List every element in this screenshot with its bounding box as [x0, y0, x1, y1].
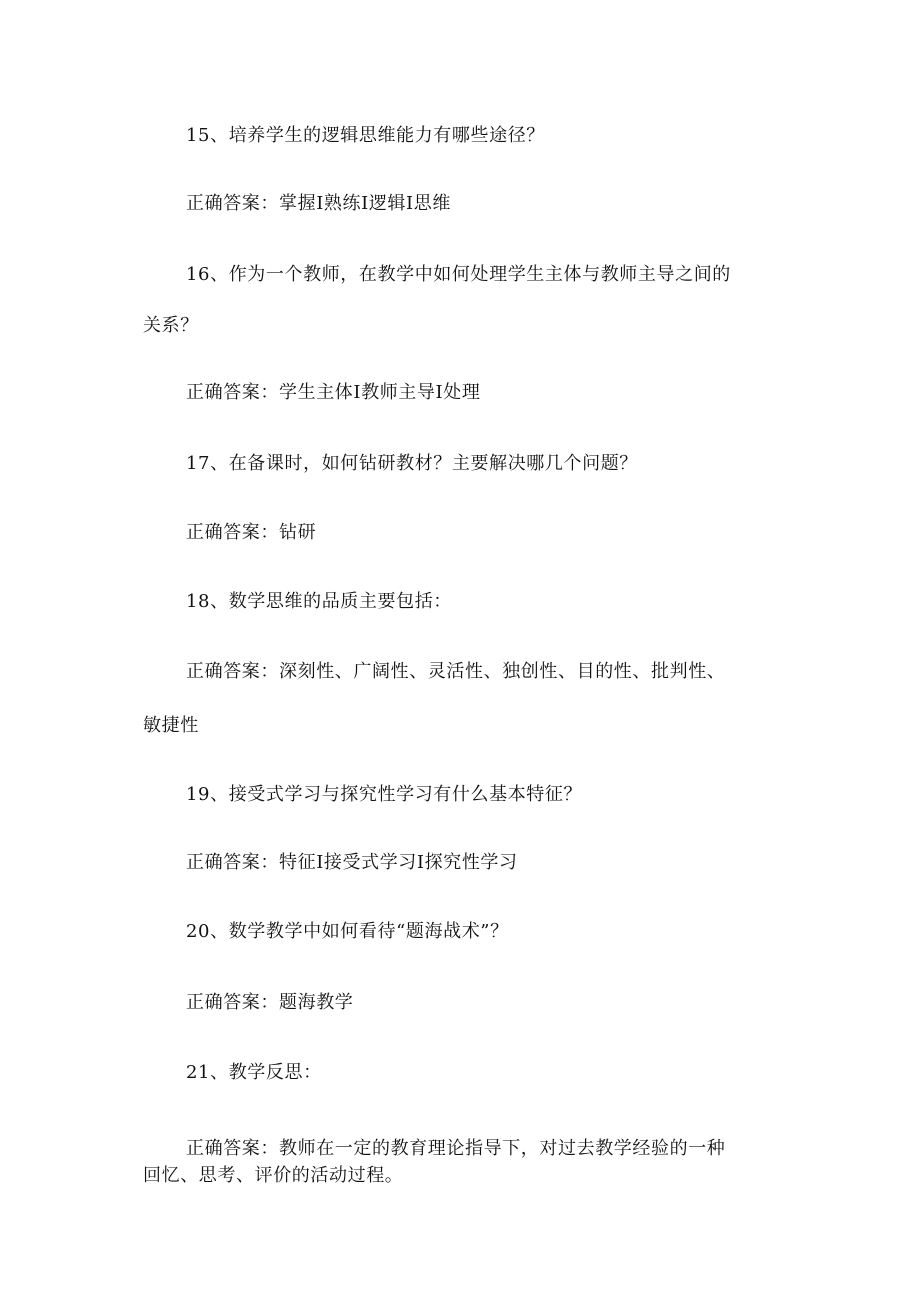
question-21: 21、教学反思： [186, 1062, 322, 1083]
question-19: 19、接受式学习与探究性学习有什么基本特征？ [186, 784, 583, 805]
answer-15: 正确答案：掌握I熟练I逻辑I思维 [186, 193, 451, 214]
answer-21-continuation: 回忆、思考、评价的活动过程。 [143, 1165, 404, 1186]
question-20: 20、数学教学中如何看待“题海战术”？ [186, 921, 509, 942]
question-17: 17、在备课时，如何钻研教材？主要解决哪几个问题？ [186, 453, 638, 474]
question-16-continuation: 关系？ [143, 315, 199, 336]
question-15: 15、培养学生的逻辑思维能力有哪些途径？ [186, 125, 545, 146]
question-18: 18、数学思维的品质主要包括： [186, 591, 452, 612]
answer-19: 正确答案：特征I接受式学习I探究性学习 [186, 852, 518, 873]
question-16: 16、作为一个教师，在教学中如何处理学生主体与教师主导之间的 [186, 264, 731, 285]
answer-17: 正确答案：钻研 [186, 522, 317, 543]
answer-16: 正确答案：学生主体I教师主导I处理 [186, 382, 481, 403]
answer-18: 正确答案：深刻性、广阔性、灵活性、独创性、目的性、批判性、 [186, 661, 726, 682]
answer-20: 正确答案：题海教学 [186, 992, 354, 1013]
answer-21: 正确答案：教师在一定的教育理论指导下，对过去教学经验的一种 [186, 1138, 726, 1159]
answer-18-continuation: 敏捷性 [143, 715, 199, 736]
